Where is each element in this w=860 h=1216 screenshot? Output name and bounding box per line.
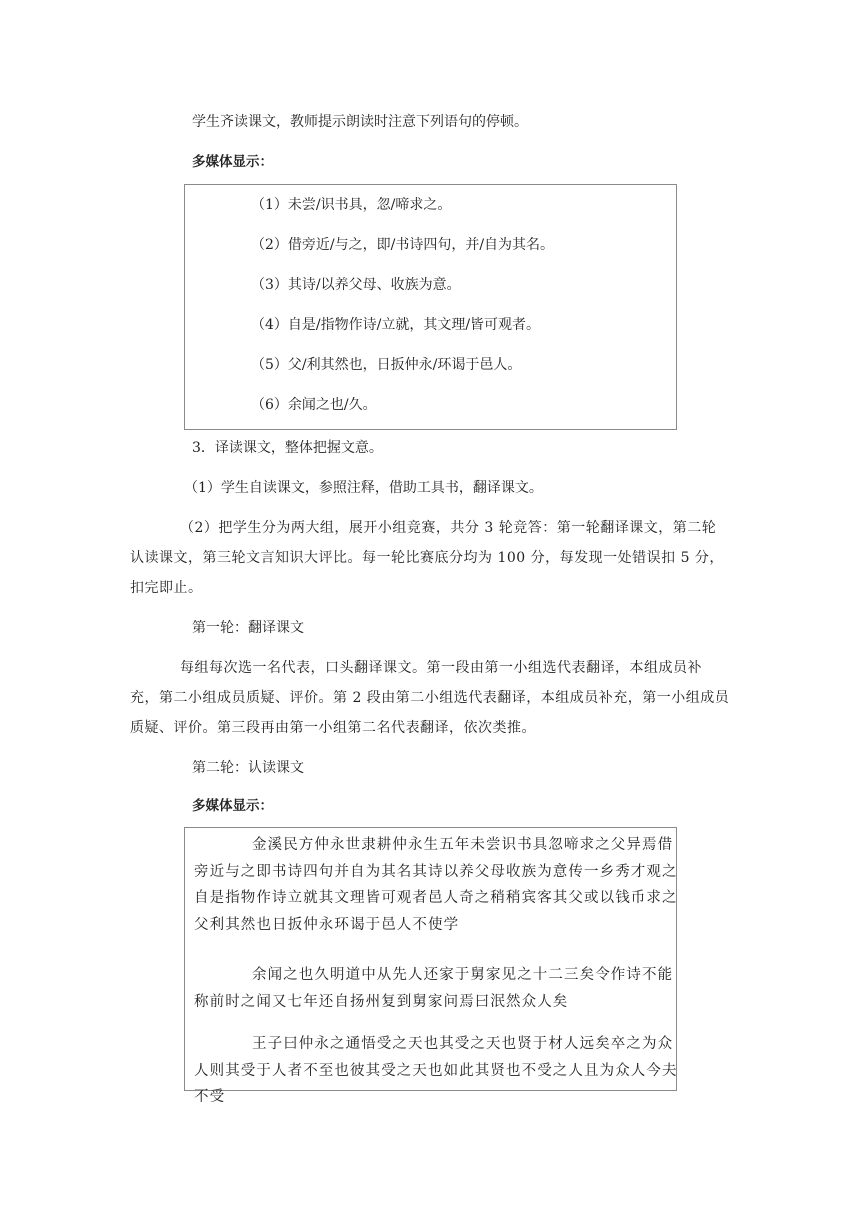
- pause-item-4: （4）自是/指物作诗/立就，其文理/皆可观者。: [251, 317, 541, 333]
- unpunctuated-paragraph-2: 余闻之也久明道中从先人还家于舅家见之十二三矣令作诗不能称前时之闻又七年还自扬州复到舅家问焉曰泯然众人矣: [194, 967, 674, 1010]
- round2-title: 第二轮：认读课文: [192, 760, 304, 776]
- unpunctuated-paragraph-3: 王子曰仲永之通悟受之天也其受之天也贤于材人远矣卒之为众人则其受于人者不至也彼其受之天也如此其贤也不受之人且为众人今夫不受: [194, 1036, 678, 1105]
- round1-text: 每组每次选一名代表，口头翻译课文。第一段由第一小组选代表翻译，本组成员补充，第二小组成员质疑、评价。第 2 段由第二小组选代表翻译，本组成员补充，第一小组成员质疑、评价。第三段再由第一小组第二名代表翻译，依次类推。: [130, 660, 730, 736]
- pause-box: [184, 184, 677, 430]
- pause-item-2: （2）借旁近/与之，即/书诗四句，并/自为其名。: [251, 237, 555, 253]
- step3-1-text: （1）学生自读课文，参照注释，借助工具书，翻译课文。: [184, 480, 543, 496]
- step3-heading: 3．译读课文，整体把握文意。: [192, 440, 383, 456]
- round1-title: 第一轮：翻译课文: [192, 620, 304, 636]
- pause-item-6: （6）余闻之也/久。: [251, 397, 377, 413]
- intro-text: 学生齐读课文，教师提示朗读时注意下列语句的停顿。: [192, 114, 528, 130]
- media-label-1: 多媒体显示：: [192, 154, 273, 170]
- step3-2-text: （2）把学生分为两大组，展开小组竞赛，共分 3 轮竞答：第一轮翻译课文，第二轮认读课文，第三轮文言知识大评比。每一轮比赛底分均为 100 分，每发现一处错误扣 5 分，扣完即止。: [130, 520, 724, 596]
- pause-item-1: （1）未尝/识书具，忽/啼求之。: [251, 197, 452, 213]
- pause-item-5: （5）父/利其然也，日扳仲永/环谒于邑人。: [251, 357, 522, 373]
- pause-item-3: （3）其诗/以养父母、收族为意。: [251, 277, 461, 293]
- unpunctuated-paragraph-1: 金溪民方仲永世隶耕仲永生五年未尝识书具忽啼求之父异焉借旁近与之即书诗四句并自为其名其诗以养父母收族为意传一乡秀才观之自是指物作诗立就其文理皆可观者邑人奇之稍稍宾客其父或以钱币求之父利其然也日扳仲永环谒于邑人不使学: [194, 837, 678, 933]
- media-label-2: 多媒体显示：: [192, 798, 273, 814]
